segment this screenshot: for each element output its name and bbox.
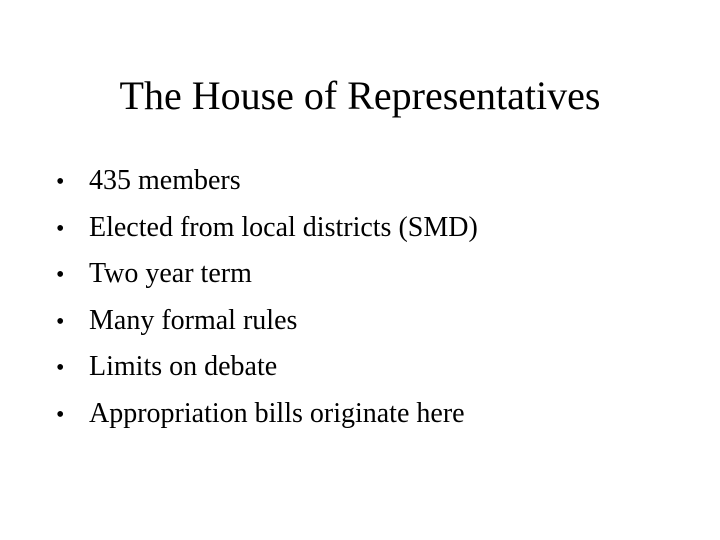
list-item bbox=[56, 205, 478, 252]
list-item bbox=[56, 344, 478, 391]
bullet-text: Two year term bbox=[89, 258, 252, 290]
bullet-text: Elected from local districts (SMD) bbox=[89, 211, 478, 243]
bullet-icon: • bbox=[56, 169, 65, 195]
bullet-icon: • bbox=[56, 401, 65, 428]
bullet-icon: • bbox=[56, 355, 65, 382]
bullet-text: Limits on debate bbox=[89, 351, 278, 383]
list-item bbox=[56, 158, 478, 205]
bullet-list bbox=[56, 158, 478, 438]
bullet-text: Appropriation bills originate here bbox=[89, 397, 465, 429]
bullet-icon: • bbox=[56, 215, 65, 242]
list-item bbox=[56, 251, 478, 298]
bullet-text: 435 members bbox=[89, 165, 241, 196]
bullet-text: Many formal rules bbox=[89, 304, 298, 336]
bullet-icon: • bbox=[56, 308, 65, 335]
slide-title: The House of Representatives bbox=[119, 73, 601, 118]
bullet-icon: • bbox=[56, 262, 65, 289]
list-item bbox=[56, 391, 478, 438]
list-item bbox=[56, 298, 478, 345]
